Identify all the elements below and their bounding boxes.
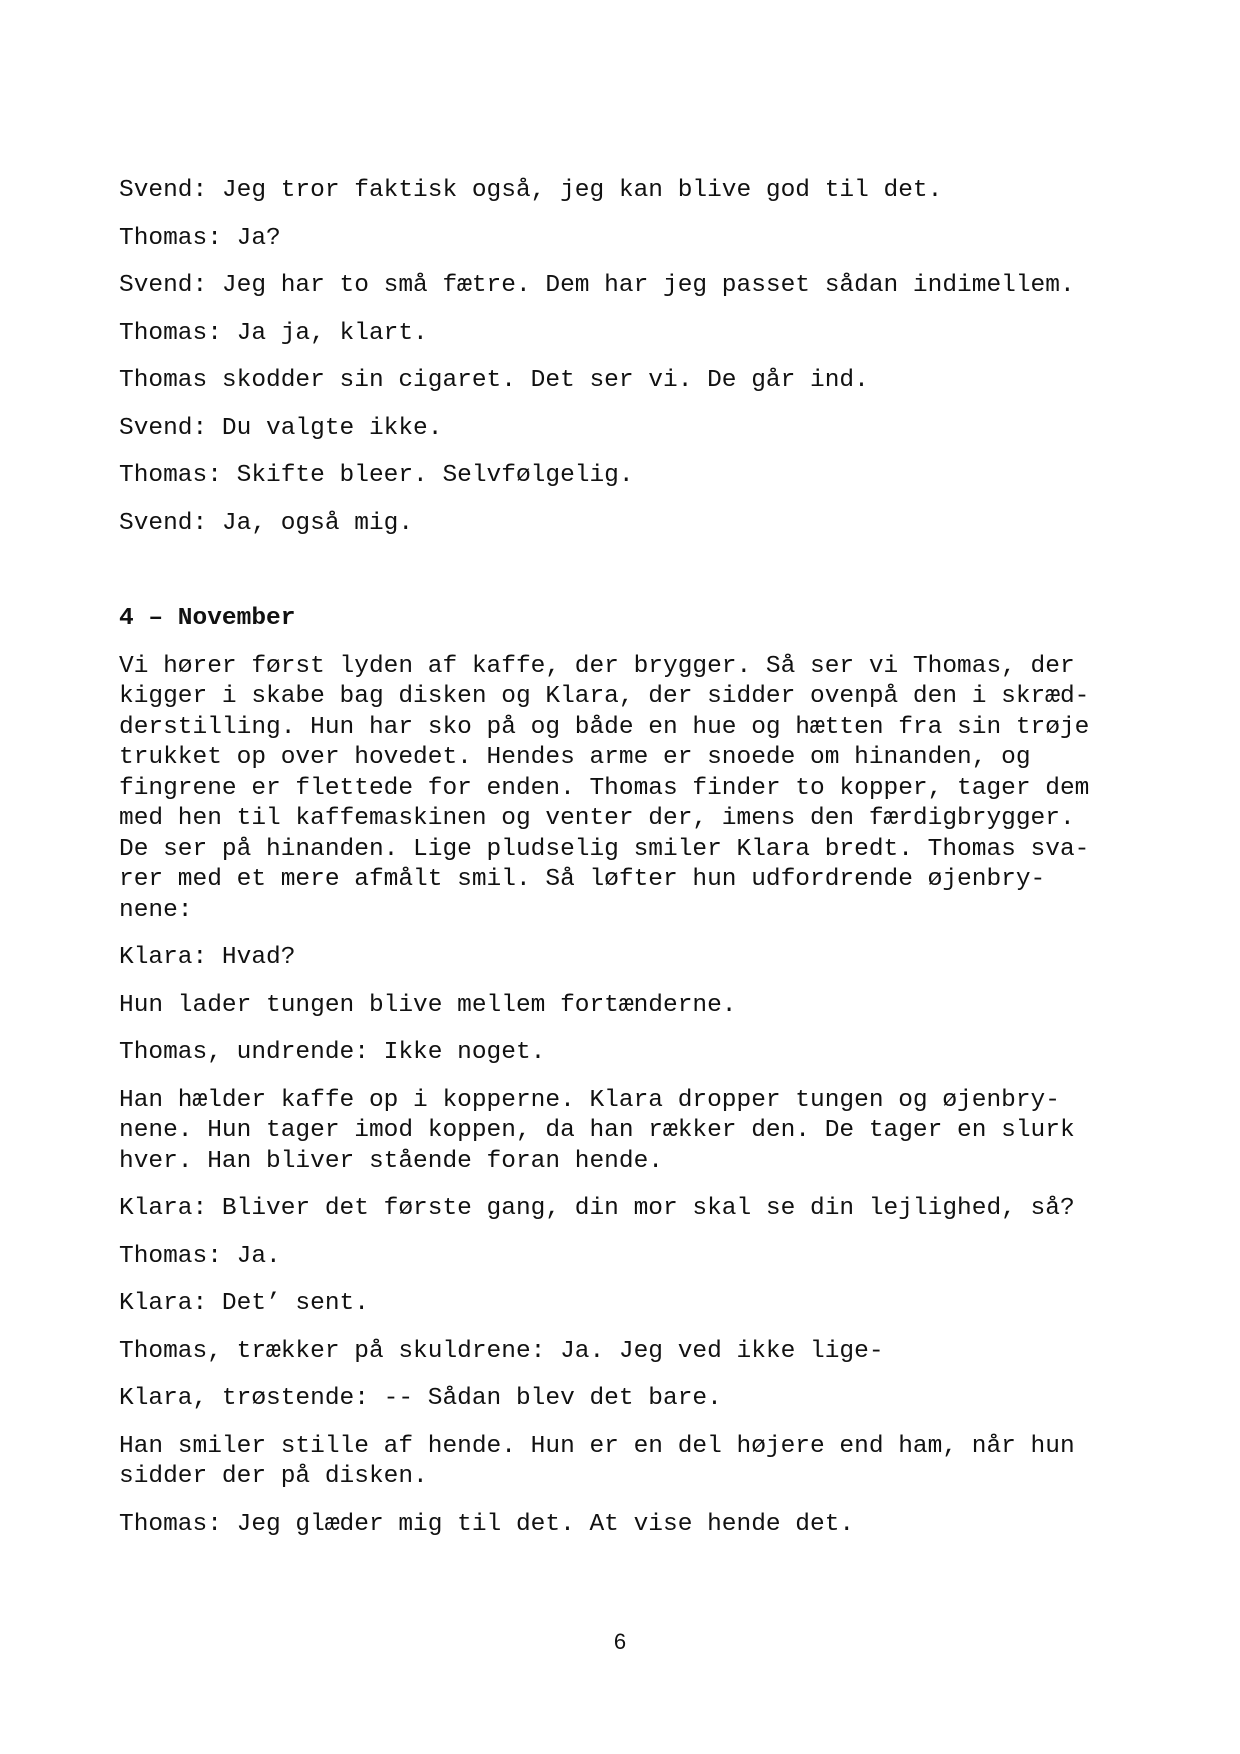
dialogue-line: Thomas, trækker på skuldrene: Ja. Jeg ved ikke lige- <box>119 1337 884 1365</box>
action-paragraph: Han smiler stille af hende. Hun er en del højere end ham, når hun sidder der på disken. <box>119 1432 1075 1490</box>
dialogue-line: Svend: Jeg tror faktisk også, jeg kan blive god til det. <box>119 177 943 204</box>
manuscript-body <box>119 176 1124 1557</box>
page-number: 6 <box>613 1629 627 1654</box>
dialogue-line: Thomas: Jeg glæder mig til det. At vise hende det. <box>119 1510 855 1538</box>
dialogue-line: Klara: Bliver det første gang, din mor skal se din lejlighed, så? <box>119 1195 1075 1222</box>
section-spacer <box>119 556 1124 604</box>
action-paragraph: Vi hører først lyden af kaffe, der brygger. Så ser vi Thomas, der kigger i skabe bag disken og Klara, der sidder ovenpå den i skræd- derstilling. Hun har sko på og både en hue og hætten fra sin trøje trukket op over hovedet. Hendes arme er snoede om hinanden, og fingrene er flettede for enden. Thomas finder to kopper, tager dem med hen til kaffemaskinen og venter der, imens den færdigbrygger. De ser på hinanden. Lige pludselig smiler Klara bredt. Thomas sva- rer med et mere afmålt smil. Så løfter hun udfordrende øjenbry- nene: <box>119 652 1090 924</box>
dialogue-line: Klara: Det’ sent. <box>119 1290 369 1317</box>
scene-heading: 4 – November <box>119 605 296 632</box>
action-paragraph: Han hælder kaffe op i kopperne. Klara dropper tungen og øjenbry- nene. Hun tager imod koppen, da han rækker den. De tager en slurk hver. Han bliver stående foran hende. <box>119 1086 1075 1175</box>
dialogue-line: Thomas, undrende: Ikke noget. <box>119 1039 546 1066</box>
dialogue-line: Thomas: Ja ja, klart. <box>119 319 428 347</box>
dialogue-line: Svend: Ja, også mig. <box>119 509 414 537</box>
dialogue-line: Klara: Hvad? <box>119 944 296 971</box>
dialogue-line: Thomas: Ja. <box>119 1242 281 1270</box>
dialogue-line: Thomas: Skifte bleer. Selvfølgelig. <box>119 462 634 489</box>
action-line: Thomas skodder sin cigaret. Det ser vi. De går ind. <box>119 367 869 394</box>
dialogue-line: Klara, trøstende: -- Sådan blev det bare. <box>119 1385 722 1412</box>
dialogue-line: Svend: Du valgte ikke. <box>119 414 443 442</box>
action-line: Hun lader tungen blive mellem fortænderne. <box>119 991 737 1019</box>
dialogue-line: Svend: Jeg har to små fætre. Dem har jeg passet sådan indimellem. <box>119 272 1075 299</box>
dialogue-line: Thomas: Ja? <box>119 224 281 252</box>
